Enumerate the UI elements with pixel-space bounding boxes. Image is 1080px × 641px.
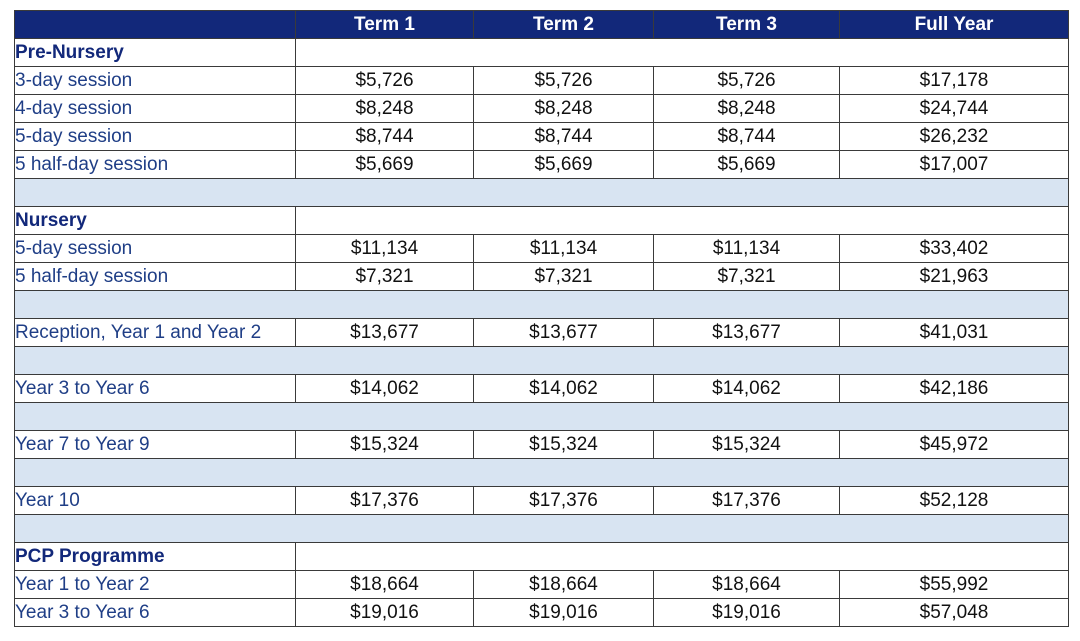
full-year-fee: $55,992 bbox=[840, 571, 1069, 599]
section-title-pcp: PCP Programme bbox=[15, 543, 296, 571]
spacer-row bbox=[15, 179, 1069, 207]
spacer-cell bbox=[15, 515, 1069, 543]
term-2-fee: $15,324 bbox=[474, 431, 654, 459]
table-row bbox=[15, 123, 1069, 151]
row-label: Year 7 to Year 9 bbox=[15, 431, 296, 459]
row-label: 3-day session bbox=[15, 67, 296, 95]
term-2-fee: $13,677 bbox=[474, 319, 654, 347]
header-term-1: Term 1 bbox=[296, 11, 474, 39]
term-2-fee: $5,726 bbox=[474, 67, 654, 95]
spacer-row bbox=[15, 347, 1069, 375]
spacer-cell bbox=[15, 179, 1069, 207]
spacer-cell bbox=[15, 291, 1069, 319]
full-year-fee: $24,744 bbox=[840, 95, 1069, 123]
table-row bbox=[15, 263, 1069, 291]
term-1-fee: $5,726 bbox=[296, 67, 474, 95]
table-row bbox=[15, 571, 1069, 599]
full-year-fee: $17,007 bbox=[840, 151, 1069, 179]
term-3-fee: $5,726 bbox=[654, 67, 840, 95]
spacer-row bbox=[15, 403, 1069, 431]
section-title-pre-nursery: Pre-Nursery bbox=[15, 39, 296, 67]
spacer-row bbox=[15, 291, 1069, 319]
term-1-fee: $15,324 bbox=[296, 431, 474, 459]
term-1-fee: $8,248 bbox=[296, 95, 474, 123]
term-2-fee: $17,376 bbox=[474, 487, 654, 515]
term-2-fee: $8,744 bbox=[474, 123, 654, 151]
header-term-2: Term 2 bbox=[474, 11, 654, 39]
full-year-fee: $41,031 bbox=[840, 319, 1069, 347]
section-empty bbox=[296, 207, 1069, 235]
row-label: Year 10 bbox=[15, 487, 296, 515]
term-3-fee: $11,134 bbox=[654, 235, 840, 263]
header-row bbox=[15, 11, 1069, 39]
row-label: 5-day session bbox=[15, 235, 296, 263]
term-3-fee: $17,376 bbox=[654, 487, 840, 515]
row-label: Year 1 to Year 2 bbox=[15, 571, 296, 599]
term-2-fee: $5,669 bbox=[474, 151, 654, 179]
row-label: Year 3 to Year 6 bbox=[15, 375, 296, 403]
section-row-pre-nursery bbox=[15, 39, 1069, 67]
term-3-fee: $8,744 bbox=[654, 123, 840, 151]
term-1-fee: $18,664 bbox=[296, 571, 474, 599]
table-row bbox=[15, 487, 1069, 515]
spacer-cell bbox=[15, 347, 1069, 375]
term-3-fee: $5,669 bbox=[654, 151, 840, 179]
header-corner bbox=[15, 11, 296, 39]
term-2-fee: $14,062 bbox=[474, 375, 654, 403]
section-row-pcp bbox=[15, 543, 1069, 571]
table-row bbox=[15, 431, 1069, 459]
term-3-fee: $13,677 bbox=[654, 319, 840, 347]
spacer-cell bbox=[15, 403, 1069, 431]
table-row bbox=[15, 375, 1069, 403]
full-year-fee: $26,232 bbox=[840, 123, 1069, 151]
full-year-fee: $33,402 bbox=[840, 235, 1069, 263]
table-row bbox=[15, 319, 1069, 347]
term-3-fee: $14,062 bbox=[654, 375, 840, 403]
term-2-fee: $8,248 bbox=[474, 95, 654, 123]
table-row bbox=[15, 67, 1069, 95]
row-label: Reception, Year 1 and Year 2 bbox=[15, 319, 296, 347]
row-label: 5 half-day session bbox=[15, 263, 296, 291]
term-1-fee: $19,016 bbox=[296, 599, 474, 627]
term-2-fee: $19,016 bbox=[474, 599, 654, 627]
full-year-fee: $21,963 bbox=[840, 263, 1069, 291]
row-label: Year 3 to Year 6 bbox=[15, 599, 296, 627]
full-year-fee: $57,048 bbox=[840, 599, 1069, 627]
header-term-3: Term 3 bbox=[654, 11, 840, 39]
section-row-nursery bbox=[15, 207, 1069, 235]
term-2-fee: $18,664 bbox=[474, 571, 654, 599]
full-year-fee: $45,972 bbox=[840, 431, 1069, 459]
full-year-fee: $17,178 bbox=[840, 67, 1069, 95]
header-full-year: Full Year bbox=[840, 11, 1069, 39]
row-label: 4-day session bbox=[15, 95, 296, 123]
term-3-fee: $15,324 bbox=[654, 431, 840, 459]
term-3-fee: $19,016 bbox=[654, 599, 840, 627]
section-title-nursery: Nursery bbox=[15, 207, 296, 235]
term-1-fee: $13,677 bbox=[296, 319, 474, 347]
term-3-fee: $7,321 bbox=[654, 263, 840, 291]
term-1-fee: $8,744 bbox=[296, 123, 474, 151]
table-row bbox=[15, 235, 1069, 263]
term-1-fee: $17,376 bbox=[296, 487, 474, 515]
row-label: 5-day session bbox=[15, 123, 296, 151]
term-1-fee: $14,062 bbox=[296, 375, 474, 403]
spacer-row bbox=[15, 515, 1069, 543]
term-2-fee: $7,321 bbox=[474, 263, 654, 291]
term-1-fee: $5,669 bbox=[296, 151, 474, 179]
table-row bbox=[15, 95, 1069, 123]
spacer-row bbox=[15, 459, 1069, 487]
term-1-fee: $11,134 bbox=[296, 235, 474, 263]
table-row bbox=[15, 151, 1069, 179]
section-empty bbox=[296, 543, 1069, 571]
row-label: 5 half-day session bbox=[15, 151, 296, 179]
term-2-fee: $11,134 bbox=[474, 235, 654, 263]
term-3-fee: $18,664 bbox=[654, 571, 840, 599]
fee-table bbox=[14, 10, 1069, 627]
section-empty bbox=[296, 39, 1069, 67]
table-row bbox=[15, 599, 1069, 627]
full-year-fee: $52,128 bbox=[840, 487, 1069, 515]
spacer-cell bbox=[15, 459, 1069, 487]
full-year-fee: $42,186 bbox=[840, 375, 1069, 403]
term-1-fee: $7,321 bbox=[296, 263, 474, 291]
term-3-fee: $8,248 bbox=[654, 95, 840, 123]
